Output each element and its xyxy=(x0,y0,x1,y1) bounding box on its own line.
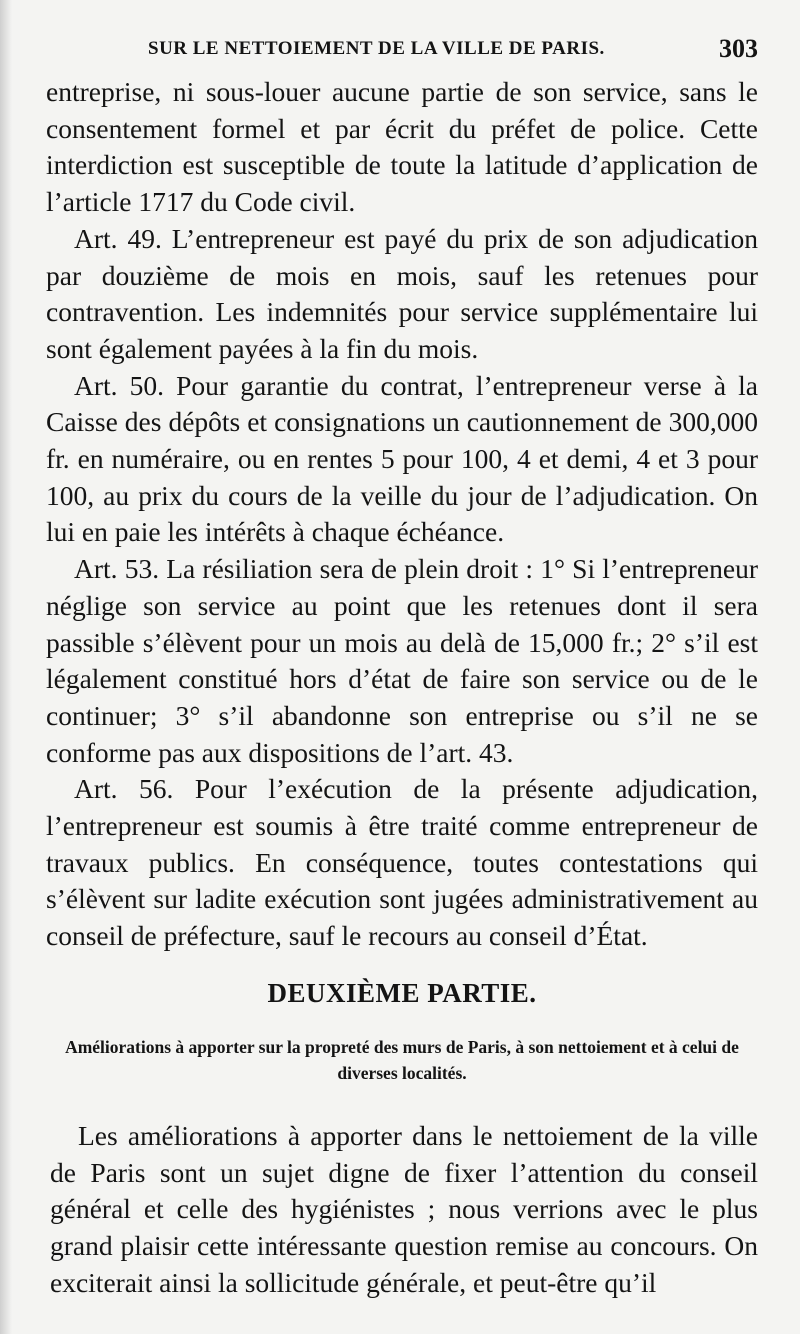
section-title: DEUXIÈME PARTIE. xyxy=(267,978,537,1008)
page-number: 303 xyxy=(719,34,758,63)
paragraph-continued: entreprise, ni sous-louer aucune partie de son service, sans le consentement formel et par écrit du préfet de police. Cette interdiction est susceptible de toute la latitude d’application de l’article 1717 du Code civil. xyxy=(46,76,758,218)
paragraph-art-56: Art. 56. Pour l’exécution de la présente adjudication, l’entrepreneur est soumis à être traité comme entrepreneur de travaux publics. En conséquence, toutes contestations qui s’élèvent sur ladite exécution sont jugées administrativement au conseil de préfecture, sauf le recours au conseil d’État. xyxy=(46,773,758,952)
paragraph-art-49: Art. 49. L’entrepreneur est payé du prix de son adjudication par douzième de mois en mois, sauf les retenues pour contravention. Les indemnités pour service supplémentaire lui sont également payées à la fin du mois. xyxy=(46,222,758,364)
paragraph-art-53: Art. 53. La résiliation sera de plein droit : 1° Si l’entrepreneur néglige son service au point que les retenues dont il sera passible s’élèvent pour un mois au delà de 15,000 fr.; 2° s’il est légalement constitué hors d’état de faire son service ou de le continuer; 3° s’il abandonne son entreprise ou s’il ne se conforme pas aux dispositions de l’art. 43. xyxy=(46,553,758,768)
paragraph-art-50: Art. 50. Pour garantie du contrat, l’entrepreneur verse à la Caisse des dépôts et consignations un cautionnement de 300,000 fr. en numéraire, ou en rentes 5 pour 100, 4 et demi, 4 et 3 pour 100, au prix du cours de la veille du jour de l’adjudication. On lui en paie les intérêts à chaque échéance. xyxy=(46,369,758,548)
body-text xyxy=(46,74,758,955)
running-head xyxy=(48,34,758,72)
closing-text xyxy=(50,1118,758,1302)
running-title: SUR LE NETTOIEMENT DE LA VILLE DE PARIS. xyxy=(148,38,605,59)
section-subtitle: Améliorations à apporter sur la propreté des murs de Paris, à son nettoiement et à celui de diverses localités. xyxy=(65,1037,739,1083)
paragraph-closing: Les améliorations à apporter dans le nettoiement de la ville de Paris sont un sujet digne de fixer l’attention du conseil général et celle des hygiénistes ; nous verrions avec le plus grand plaisir cette intéressante question remise au concours. On exciterait ainsi la sollicitude générale, et peut-être qu’il xyxy=(50,1120,758,1298)
